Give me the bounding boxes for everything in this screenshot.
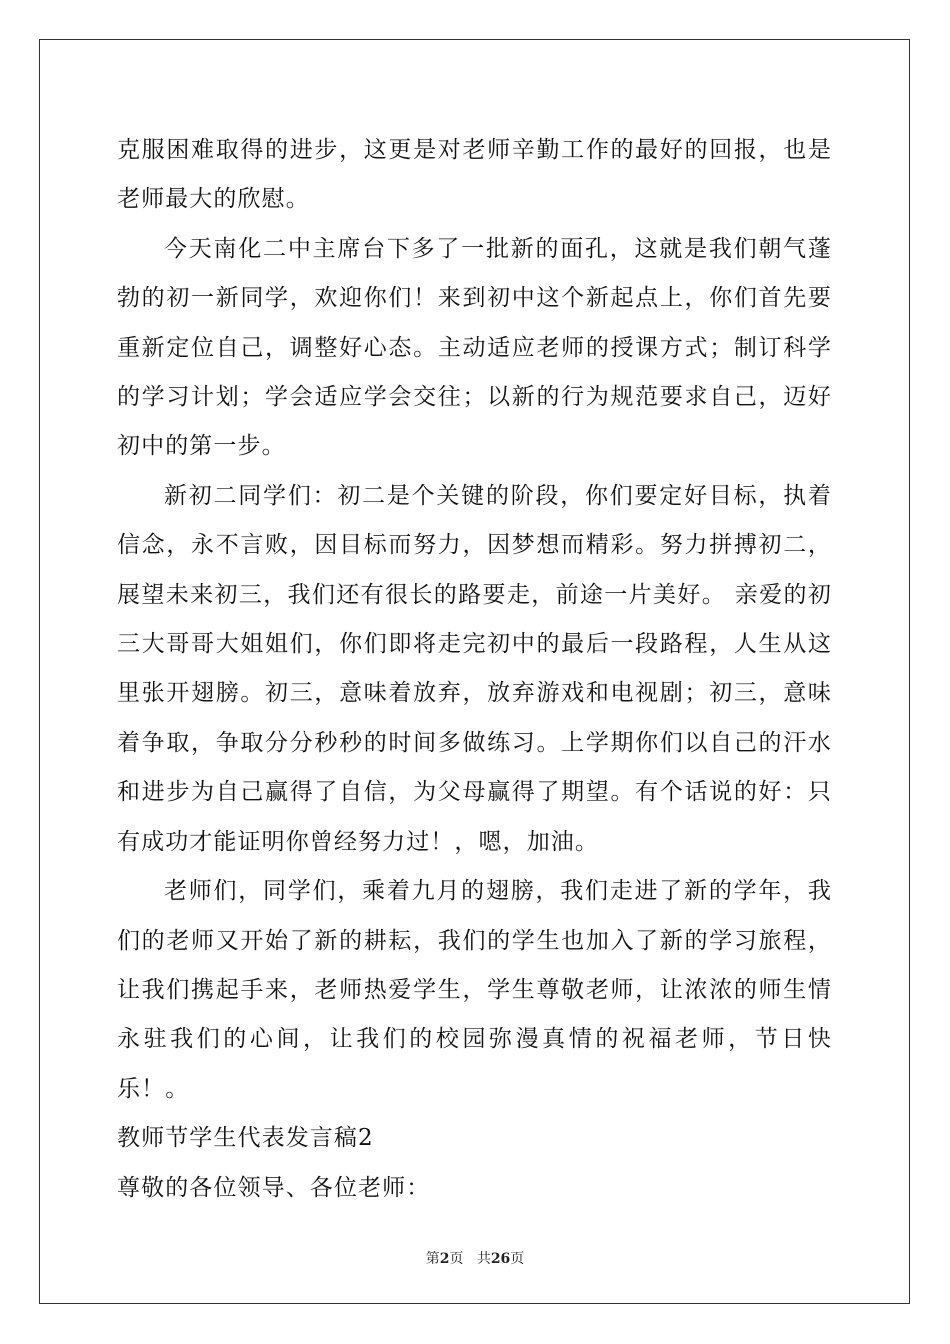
paragraph-4: 老师们，同学们，乘着九月的翅膀，我们走进了新的学年，我们的老师又开始了新的耕耘，我们的学生也加入了新的学习旅程，让我们携起手来，老师热爱学生，学生尊敬老师，让浓浓的师生情永驻我们的心间，让我们的校园弥漫真情的祝福老师，节日快乐！。 [117,878,832,1102]
footer-page-suffix: 页 [449,1251,464,1267]
paragraph-1: 克服困难取得的进步，这更是对老师辛勤工作的最好的回报，也是老师最大的欣慰。 [117,137,832,213]
paragraph-3: 新初二同学们：初二是个关键的阶段，你们要定好目标，执着信念，永不言败，因目标而努力，因梦想而精彩。努力拼搏初二，展望未来初三，我们还有很长的路要走，前途一片美好。 亲爱的初三大哥哥大姐姐们，你们即将走完初中的最后一段路程，人生从这里张开翅膀。初三，意味着放弃，放弃游戏和电视剧；初三，意味着争取，争取分分秒秒的时间多做练习。上学期你们以自己的汗水和进步为自己赢得了自信，为父母赢得了期望。有个话说的好：只有成功才能证明你曾经努力过！，嗯，加油。 [117,482,832,855]
footer-total-prefix: 共 [476,1251,491,1267]
footer-total-pages: 26 [490,1251,511,1267]
section-title: 教师节学生代表发言稿2 [117,1125,374,1152]
footer-prefix: 第 [425,1251,440,1267]
paragraph-2: 今天南化二中主席台下多了一批新的面孔，这就是我们朝气蓬勃的初一新同学，欢迎你们！来到初中这个新起点上，你们首先要重新定位自己，调整好心态。主动适应老师的授课方式；制订科学的学习计划；学会适应学会交往；以新的行为规范要求自己，迈好初中的第一步。 [117,235,832,460]
document-body [117,126,832,1213]
page-footer [0,1248,950,1268]
footer-total-suffix: 页 [510,1251,525,1267]
footer-page-number: 2 [439,1251,450,1267]
salutation: 尊敬的各位领导、各位老师： [117,1174,431,1201]
